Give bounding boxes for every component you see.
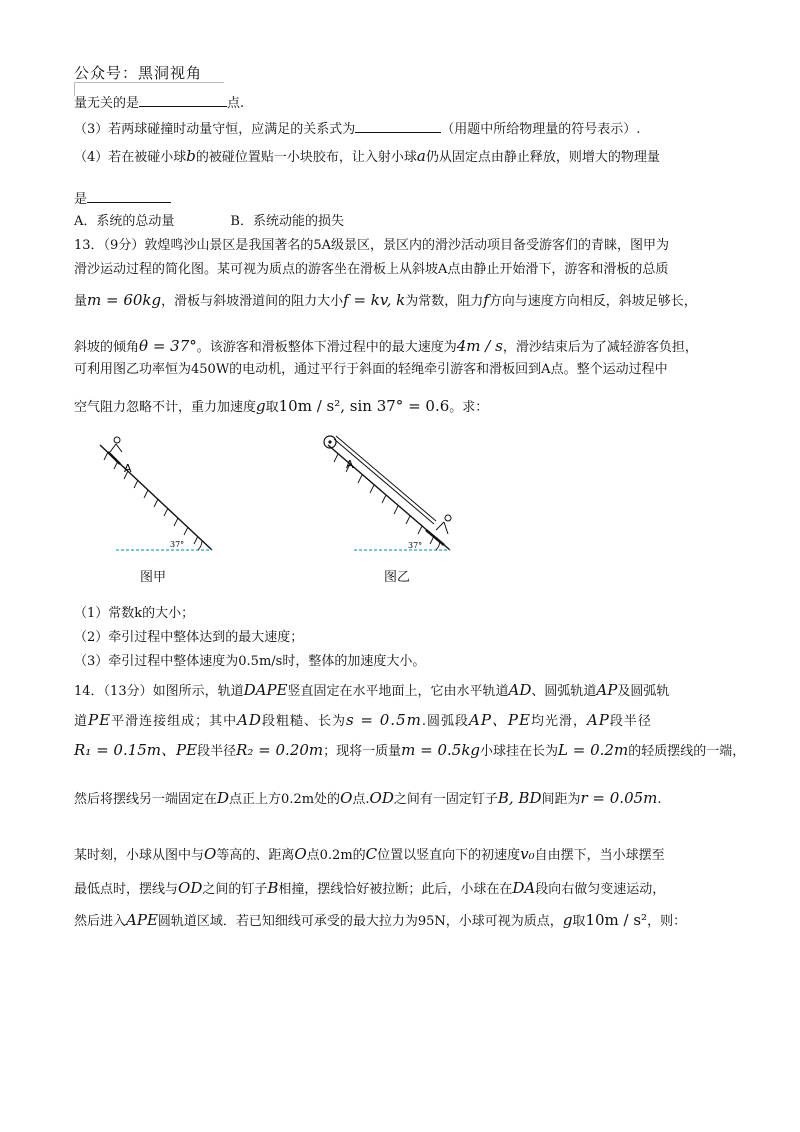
figure-jia — [80, 430, 230, 560]
text-line: 斜坡的倾角θ = 37°。该游客和滑板整体下滑过程中的最大速度为4m / s，滑沙结束后为了减轻游客负担， — [74, 337, 698, 355]
text-line: 道PE平滑连接组成；其中AD段粗糙、长为s = 0.5m.圆弧段AP、PE均光滑，AP段半径 — [74, 711, 652, 729]
angle-label: 37° — [408, 541, 423, 550]
text-line: 空气阻力忽略不计，重力加速度g取10m / s², sin 37° = 0.6。求： — [74, 397, 489, 415]
sub-question: （1）常数k的大小； — [74, 606, 195, 621]
angle-label: 37° — [170, 540, 185, 549]
question-14-line: 14．（13分）如图所示，轨道DAPE竖直固定在水平地面上，它由水平轨道AD、圆弧轨道AP及圆弧轨 — [74, 681, 670, 699]
text-line: 最低点时，摆线与OD之间的钉子B相撞，摆线恰好被拉断；此后，小球在在DA段向右做匀变速运动， — [74, 879, 666, 897]
sub-question: （3）牵引过程中整体速度为0.5m/s时，整体的加速度大小。 — [74, 654, 426, 669]
text-line: R₁ = 0.15m、PE段半径R₂ = 0.20m；现将一质量m = 0.5kg小球挂在长为L = 0.2m的轻质摆线的一端， — [74, 741, 746, 759]
text-line: 然后进入APE圆轨道区域．若已知细线可承受的最大拉力为95N，小球可视为质点，g取10m / s²，则： — [74, 911, 687, 929]
brand-watermark: 公众号：黑洞视角 — [74, 64, 203, 82]
text-line: 量m = 60kg，滑板与斜坡滑道间的阻力大小f = kv, k为常数，阻力f方向与速度方向相反，斜坡足够长， — [74, 291, 697, 309]
text-line: （4）若在被碰小球b的被碰位置贴一小块胶布，让入射小球a仍从固定点由静止释放，则增大的物理量 — [74, 147, 660, 165]
sub-question: （2）牵引过程中整体达到的最大速度； — [74, 630, 304, 645]
skier-icon — [108, 437, 122, 464]
answer-blank[interactable] — [87, 188, 171, 203]
choice-a[interactable]: A．系统的总动量 — [74, 214, 175, 229]
text-line: 量无关的是 点. — [74, 92, 244, 114]
figure-caption: 图甲 — [140, 570, 167, 585]
text-line: 某时刻，小球从图中与O等高的、距离O点0.2m的C位置以竖直向下的初速度v₀自由摆下，当小球摆至 — [74, 845, 665, 863]
skier-icon — [426, 515, 451, 545]
choice-line — [74, 212, 344, 232]
figure-caption: 图乙 — [384, 570, 411, 585]
answer-blank[interactable] — [355, 118, 441, 133]
point-a-label: A — [124, 462, 132, 475]
choice-b[interactable]: B．系统动能的损失 — [230, 214, 344, 229]
brand-underline — [74, 82, 224, 83]
text-line: 然后将摆线另一端固定在D点正上方0.2m处的O点.OD之间有一固定钉子B, BD间距为r = 0.05m. — [74, 789, 662, 807]
point-a-label: A — [346, 458, 354, 471]
figure-yi — [310, 430, 470, 560]
text-line: 滑沙运动过程的简化图。某可视为质点的游客坐在滑板上从斜坡A点由静止开始滑下，游客和滑板的总质 — [74, 262, 669, 277]
answer-blank[interactable] — [139, 92, 227, 107]
text-line: 可利用图乙功率恒为450W的电动机，通过平行于斜面的轻绳牵引游客和滑板回到A点。整个运动过程中 — [74, 362, 668, 377]
text-line: （3）若两球碰撞时动量守恒，应满足的关系式为 （用题中所给物理量的符号表示）. — [74, 118, 640, 140]
text-line: 是 — [74, 188, 171, 210]
question-13-line: 13．（9分）敦煌鸣沙山景区是我国著名的5A级景区，景区内的滑沙活动项目备受游客们的青睐，图甲为 — [74, 238, 669, 253]
